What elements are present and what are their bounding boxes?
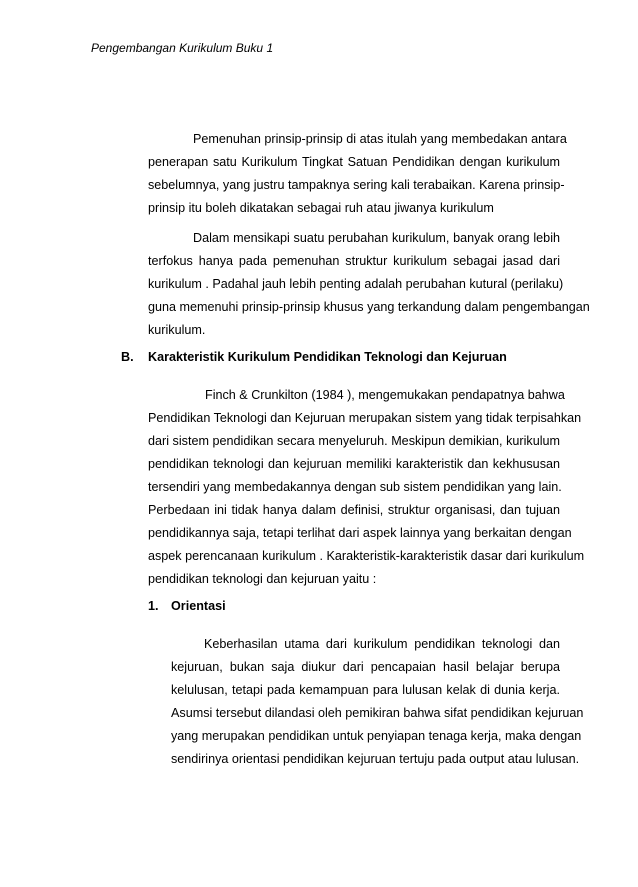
- paragraph-line: Keberhasilan utama dari kurikulum pendidikan teknologi dan: [204, 637, 560, 651]
- paragraph-line: dari sistem pendidikan secara menyeluruh. Meskipun demikian, kurikulum: [148, 434, 560, 448]
- paragraph-3: [148, 384, 585, 591]
- paragraph-line: pendidikan teknologi dan kejuruan memiliki karakteristik dan kekhususan: [148, 457, 560, 471]
- paragraph-line: kejuruan, bukan saja diukur dari pencapaian hasil belajar berupa: [171, 660, 560, 674]
- paragraph-line: Pendidikan Teknologi dan Kejuruan merupakan sistem yang tidak terpisahkan: [148, 411, 582, 425]
- paragraph-line: prinsip itu boleh dikatakan sebagai ruh atau jiwanya kurikulum: [148, 201, 494, 215]
- subsection-1-heading: [148, 595, 348, 618]
- paragraph-line: Asumsi tersebut dilandasi oleh pemikiran bahwa sifat pendidikan kejuruan: [171, 706, 584, 720]
- paragraph-line: aspek perencanaan kurikulum . Karakteristik-karakteristik dasar dari kurikulum: [148, 549, 585, 563]
- paragraph-line: penerapan satu Kurikulum Tingkat Satuan Pendidikan dengan kurikulum: [148, 155, 560, 169]
- subsection-marker: 1.: [148, 599, 159, 613]
- paragraph-line: sendirinya orientasi pendidikan kejuruan tertuju pada output atau lulusan.: [171, 752, 580, 766]
- paragraph-line: sebelumnya, yang justru tampaknya sering kali terabaikan. Karena prinsip-: [148, 178, 565, 192]
- paragraph-line: terfokus hanya pada pemenuhan struktur kurikulum sebagai jasad dari: [148, 254, 560, 268]
- paragraph-2: [148, 227, 590, 342]
- paragraph-line: kurikulum . Padahal jauh lebih penting adalah perubahan kutural (perilaku): [148, 277, 564, 291]
- subsection-title: Orientasi: [171, 599, 226, 613]
- paragraph-line: Perbedaan ini tidak hanya dalam definisi, struktur organisasi, dan tujuan: [148, 503, 560, 517]
- paragraph-line: kelulusan, tetapi pada kemampuan para lulusan kelak di dunia kerja.: [171, 683, 560, 697]
- paragraph-line: Pemenuhan prinsip-prinsip di atas itulah yang membedakan antara: [193, 132, 567, 146]
- paragraph-line: Dalam mensikapi suatu perubahan kurikulum, banyak orang lebih: [193, 231, 560, 245]
- paragraph-line: guna memenuhi prinsip-prinsip khusus yang terkandung dalam pengembangan: [148, 300, 590, 314]
- paragraph-4: [171, 633, 584, 771]
- section-title: Karakteristik Kurikulum Pendidikan Teknologi dan Kejuruan: [148, 350, 507, 364]
- paragraph-line: pendidikan teknologi dan kejuruan yaitu :: [148, 572, 377, 586]
- running-header: Pengembangan Kurikulum Buku 1: [91, 41, 274, 55]
- section-marker: B.: [121, 350, 134, 364]
- section-b-heading: [121, 346, 561, 369]
- paragraph-line: yang merupakan pendidikan untuk penyiapan tenaga kerja, maka dengan: [171, 729, 582, 743]
- paragraph-line: kurikulum.: [148, 323, 206, 337]
- paragraph-line: Finch & Crunkilton (1984 ), mengemukakan pendapatnya bahwa: [205, 388, 565, 402]
- paragraph-line: tersendiri yang membedakannya dengan sub sistem pendidikan yang lain.: [148, 480, 562, 494]
- paragraph-line: pendidikannya saja, tetapi terlihat dari aspek lainnya yang berkaitan dengan: [148, 526, 572, 540]
- paragraph-1: [148, 128, 567, 220]
